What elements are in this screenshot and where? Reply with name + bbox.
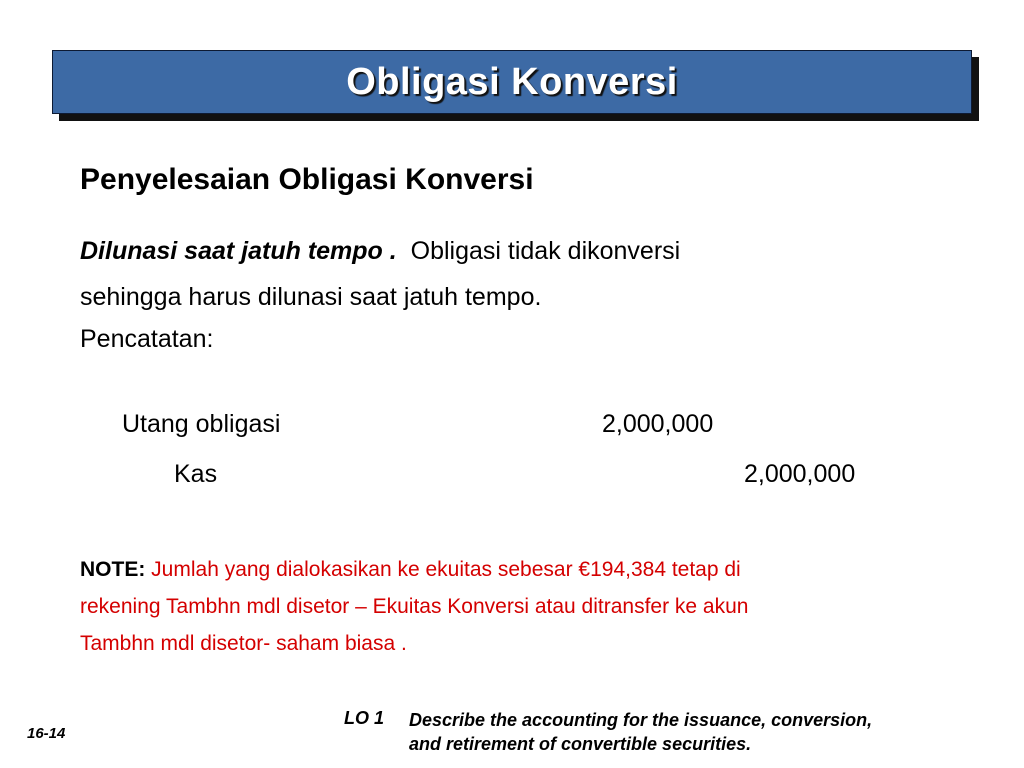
note-line-2: rekening Tambhn mdl disetor – Ekuitas Konversi atau ditransfer ke akun <box>80 595 749 618</box>
body-line-3: Pencatatan: <box>80 325 214 353</box>
note-line-3: Tambhn mdl disetor- saham biasa . <box>80 632 407 655</box>
note-line-1-text: Jumlah yang dialokasikan ke ekuitas sebesar €194,384 tetap di <box>151 558 741 581</box>
learning-objective-line-2: and retirement of convertible securities. <box>409 734 752 754</box>
title-bar <box>52 50 972 114</box>
learning-objective-label: LO 1 <box>344 708 385 728</box>
body-line-1-rest: Obligasi tidak dikonversi <box>410 237 681 265</box>
journal-debit-account: Utang obligasi <box>122 410 281 438</box>
emphasis-text: Dilunasi saat jatuh tempo . <box>80 237 397 265</box>
section-heading: Penyelesaian Obligasi Konversi <box>80 163 534 196</box>
learning-objective-line-1: Describe the accounting for the issuance, conversion, <box>409 710 873 730</box>
note-line-1 <box>80 557 741 583</box>
note-label: NOTE: <box>80 558 146 581</box>
body-line-1 <box>80 236 680 266</box>
journal-debit-amount: 2,000,000 <box>602 410 714 438</box>
body-line-2: sehingga harus dilunasi saat jatuh tempo. <box>80 283 542 311</box>
slide-title: Obligasi Konversi <box>346 60 678 103</box>
journal-credit-amount: 2,000,000 <box>744 460 856 488</box>
learning-objective-text <box>409 708 872 756</box>
journal-credit-account: Kas <box>174 460 218 488</box>
page-number: 16-14 <box>27 725 66 742</box>
